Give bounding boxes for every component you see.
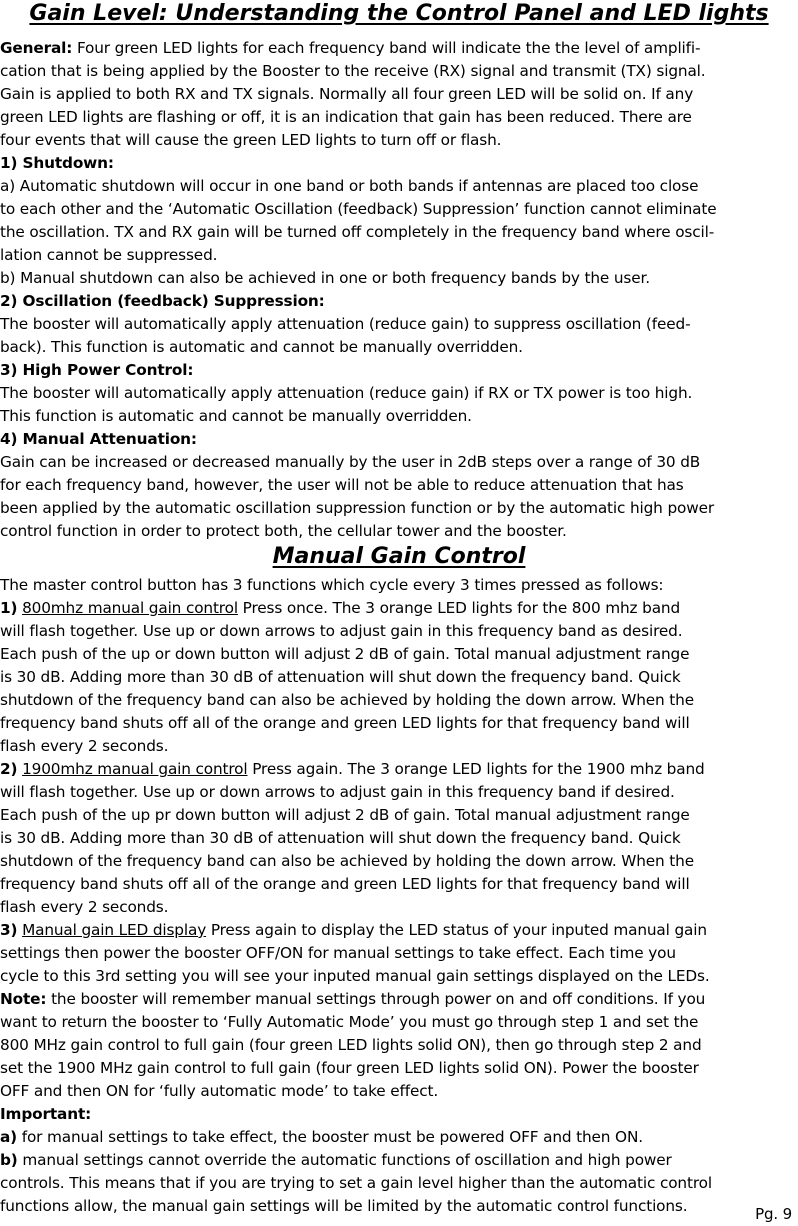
bold-label: General:: [0, 39, 73, 57]
text-line: [0, 804, 790, 827]
text-span: frequency band shuts off all of the orange and green LED lights for that frequency band will: [0, 875, 690, 893]
bold-label: 3): [0, 921, 18, 939]
text-line: [0, 620, 790, 643]
text-span: Gain can be increased or decreased manually by the user in 2dB steps over a range of 30 dB: [0, 453, 701, 471]
text-line: [0, 313, 790, 336]
text-line: [0, 152, 790, 175]
text-line: [0, 988, 790, 1011]
bold-label: 1): [0, 599, 18, 617]
text-line: [0, 336, 790, 359]
text-span: for manual settings to take effect, the booster must be powered OFF and then ON.: [17, 1128, 643, 1146]
page-number: Pg. 9: [755, 1205, 792, 1223]
text-line: [0, 83, 790, 106]
text-line: [0, 474, 790, 497]
text-line: [0, 873, 790, 896]
text-line: [0, 597, 790, 620]
text-span: flash every 2 seconds.: [0, 898, 169, 916]
text-line: [0, 689, 790, 712]
text-line: [0, 919, 790, 942]
text-span: Each push of the up or down button will adjust 2 dB of gain. Total manual adjustment range: [0, 645, 690, 663]
text-span: control function in order to protect both, the cellular tower and the booster.: [0, 522, 567, 540]
text-span: Each push of the up pr down button will adjust 2 dB of gain. Total manual adjustment range: [0, 806, 690, 824]
text-span: controls. This means that if you are trying to set a gain level higher than the automatic control: [0, 1174, 712, 1192]
text-line: [0, 175, 790, 198]
text-span: set the 1900 MHz gain control to full gain (four green LED lights solid ON). Power the booster: [0, 1059, 699, 1077]
text-line: [0, 850, 790, 873]
text-span: Four green LED lights for each frequency band will indicate the the level of amplifi-: [72, 39, 701, 57]
text-span: frequency band shuts off all of the orange and green LED lights for that frequency band will: [0, 714, 690, 732]
text-line: [0, 37, 790, 60]
text-line: [0, 735, 790, 758]
text-span: green LED lights are flashing or off, it is an indication that gain has been reduced. There are: [0, 108, 692, 126]
text-span: Press again to display the LED status of your inputed manual gain: [206, 921, 707, 939]
text-span: four events that will cause the green LED lights to turn off or flash.: [0, 131, 502, 149]
text-line: [0, 1011, 790, 1034]
text-line: [0, 359, 790, 382]
text-span: manual settings cannot override the automatic functions of oscillation and high power: [17, 1151, 672, 1169]
text-span: The booster will automatically apply attenuation (reduce gain) to suppress oscillation (feed-: [0, 315, 691, 333]
text-line: [0, 382, 790, 405]
text-line: [0, 267, 790, 290]
underlined-label: 1900mhz manual gain control: [22, 760, 248, 778]
text-span: will flash together. Use up or down arrows to adjust gain in this frequency band if desired.: [0, 783, 675, 801]
text-line: [0, 60, 790, 83]
text-line: [0, 290, 790, 313]
text-span: cation that is being applied by the Booster to the receive (RX) signal and transmit (TX) signal.: [0, 62, 706, 80]
text-span: shutdown of the frequency band can also be achieved by holding the down arrow. When the: [0, 852, 694, 870]
text-line: [0, 129, 790, 152]
text-span: is 30 dB. Adding more than 30 dB of attenuation will shut down the frequency band. Quick: [0, 668, 681, 686]
text-line: [0, 643, 790, 666]
text-line: [0, 1080, 790, 1103]
text-line: [0, 942, 790, 965]
text-line: [0, 221, 790, 244]
text-span: been applied by the automatic oscillation suppression function or by the automatic high power: [0, 499, 714, 517]
bold-label: 4) Manual Attenuation:: [0, 430, 197, 448]
bold-label: 3) High Power Control:: [0, 361, 194, 379]
text-span: the oscillation. TX and RX gain will be turned off completely in the frequency band where oscil-: [0, 223, 715, 241]
text-span: to each other and the ‘Automatic Oscillation (feedback) Suppression’ function cannot eliminate: [0, 200, 717, 218]
text-line: [0, 1172, 790, 1195]
bold-label: b): [0, 1151, 18, 1169]
text-span: back). This function is automatic and cannot be manually overridden.: [0, 338, 523, 356]
text-span: is 30 dB. Adding more than 30 dB of attenuation will shut down the frequency band. Quick: [0, 829, 681, 847]
bold-label: Important:: [0, 1105, 92, 1123]
text-span: will flash together. Use up or down arrows to adjust gain in this frequency band as desired.: [0, 622, 683, 640]
text-line: [0, 198, 790, 221]
text-line: [0, 758, 790, 781]
text-span: b) Manual shutdown can also be achieved in one or both frequency bands by the user.: [0, 269, 650, 287]
text-line: [0, 451, 790, 474]
text-span: Gain is applied to both RX and TX signals. Normally all four green LED will be solid on. If any: [0, 85, 694, 103]
text-line: [0, 405, 790, 428]
manual-gain-control-body: [0, 574, 790, 1218]
bold-label: a): [0, 1128, 18, 1146]
text-span: functions allow, the manual gain settings will be limited by the automatic control functions.: [0, 1197, 688, 1215]
text-line: [0, 1149, 790, 1172]
text-line: [0, 520, 790, 543]
text-line: [0, 497, 790, 520]
text-line: [0, 781, 790, 804]
text-line: [0, 827, 790, 850]
text-line: [0, 428, 790, 451]
text-line: [0, 965, 790, 988]
underlined-label: Manual gain LED display: [22, 921, 207, 939]
text-line: [0, 106, 790, 129]
text-line: [0, 896, 790, 919]
bold-label: 1) Shutdown:: [0, 154, 114, 172]
text-line: [0, 666, 790, 689]
bold-label: Note:: [0, 990, 47, 1008]
text-span: for each frequency band, however, the user will not be able to reduce attenuation that has: [0, 476, 684, 494]
text-span: want to return the booster to ‘Fully Automatic Mode’ you must go through step 1 and set the: [0, 1013, 699, 1031]
text-line: [0, 1057, 790, 1080]
text-line: [0, 574, 790, 597]
text-line: [0, 1126, 790, 1149]
text-span: OFF and then ON for ‘fully automatic mode’ to take effect.: [0, 1082, 439, 1100]
text-line: [0, 1034, 790, 1057]
text-span: the booster will remember manual settings through power on and off conditions. If you: [46, 990, 706, 1008]
text-span: The master control button has 3 functions which cycle every 3 times pressed as follows:: [0, 576, 664, 594]
text-span: cycle to this 3rd setting you will see your inputed manual gain settings displayed on the LEDs.: [0, 967, 710, 985]
text-line: [0, 244, 790, 267]
text-span: a) Automatic shutdown will occur in one band or both bands if antennas are placed too close: [0, 177, 699, 195]
section-title: Manual Gain Control: [272, 544, 526, 569]
text-line: [0, 1103, 790, 1126]
text-span: Press again. The 3 orange LED lights for the 1900 mhz band: [247, 760, 705, 778]
text-span: shutdown of the frequency band can also be achieved by holding the down arrow. When the: [0, 691, 694, 709]
bold-label: 2) Oscillation (feedback) Suppression:: [0, 292, 325, 310]
underlined-label: 800mhz manual gain control: [22, 599, 238, 617]
text-span: This function is automatic and cannot be manually overridden.: [0, 407, 472, 425]
text-span: 800 MHz gain control to full gain (four green LED lights solid ON), then go through step 2 and: [0, 1036, 702, 1054]
text-span: settings then power the booster OFF/ON for manual settings to take effect. Each time you: [0, 944, 676, 962]
text-span: Press once. The 3 orange LED lights for the 800 mhz band: [237, 599, 681, 617]
bold-label: 2): [0, 760, 18, 778]
text-line: [0, 712, 790, 735]
gain-level-body: [0, 37, 790, 543]
text-line: [0, 1195, 790, 1218]
page-title: Gain Level: Understanding the Control Panel and LED lights: [29, 1, 769, 26]
text-span: lation cannot be suppressed.: [0, 246, 218, 264]
text-span: flash every 2 seconds.: [0, 737, 169, 755]
text-span: The booster will automatically apply attenuation (reduce gain) if RX or TX power is too high.: [0, 384, 693, 402]
